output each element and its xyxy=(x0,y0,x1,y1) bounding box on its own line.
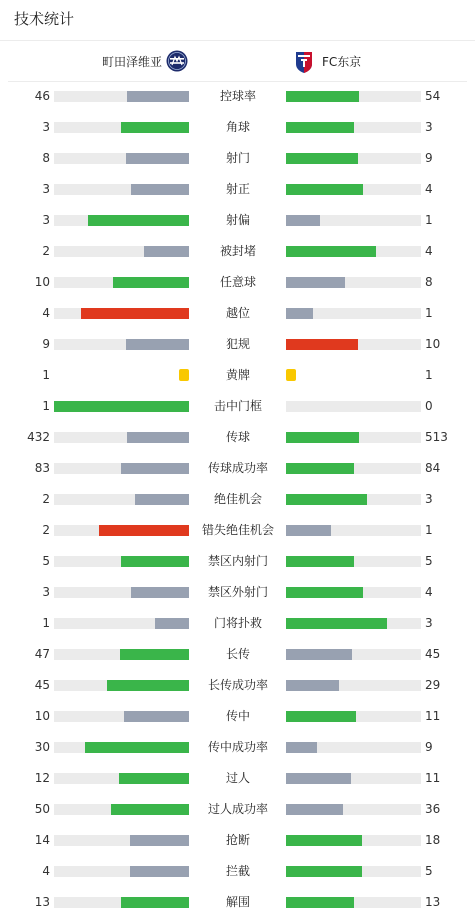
away-stat-bar-fill xyxy=(286,835,362,846)
away-stat-bar-fill xyxy=(286,463,354,474)
away-stat-value: 8 xyxy=(425,275,433,289)
away-stat-value: 1 xyxy=(425,523,433,537)
away-stat-bar-fill xyxy=(286,246,376,257)
stat-row xyxy=(0,81,475,112)
stat-row xyxy=(0,639,475,670)
home-stat-bar-fill xyxy=(131,587,189,598)
stat-row xyxy=(0,143,475,174)
home-stat-bar-fill xyxy=(107,680,189,691)
home-stat-bar-fill xyxy=(119,773,189,784)
away-stat-value: 3 xyxy=(425,492,433,506)
stat-row xyxy=(0,825,475,856)
stat-row xyxy=(0,422,475,453)
home-stat-bar xyxy=(54,525,189,536)
home-stat-bar-fill xyxy=(120,649,189,660)
stat-label: 射门 xyxy=(225,151,250,165)
stat-row xyxy=(0,608,475,639)
home-stat-bar-fill xyxy=(135,494,189,505)
home-stat-value: 4 xyxy=(42,306,50,320)
home-stat-value: 83 xyxy=(34,461,50,475)
away-stat-bar xyxy=(286,618,421,629)
away-stat-bar-fill xyxy=(286,525,331,536)
home-stat-value: 2 xyxy=(42,492,50,506)
away-stat-bar-fill xyxy=(286,91,359,102)
away-stat-bar xyxy=(286,122,421,133)
away-stat-bar xyxy=(286,215,421,226)
stat-row xyxy=(0,577,475,608)
home-stat-bar-fill xyxy=(127,432,189,443)
away-stat-bar-fill xyxy=(286,773,351,784)
stat-row xyxy=(0,670,475,701)
stat-row xyxy=(0,887,475,918)
away-stat-bar-fill xyxy=(286,897,354,908)
stat-label: 过人 xyxy=(225,771,250,785)
home-stat-value: 50 xyxy=(34,802,50,816)
home-stat-bar xyxy=(54,246,189,257)
home-stat-bar xyxy=(54,215,189,226)
home-stat-value: 5 xyxy=(42,554,50,568)
home-stat-value: 10 xyxy=(34,709,50,723)
home-stat-bar-fill xyxy=(121,463,189,474)
stat-label: 传球 xyxy=(225,430,250,444)
away-stat-value: 11 xyxy=(425,771,441,785)
home-stat-value: 45 xyxy=(34,678,50,692)
home-stat-bar xyxy=(54,401,189,412)
away-stat-bar-fill xyxy=(286,587,363,598)
home-stat-bar xyxy=(54,804,189,815)
away-stat-bar xyxy=(286,153,421,164)
home-stat-bar xyxy=(54,184,189,195)
away-team[interactable] xyxy=(294,50,361,72)
home-stat-value: 432 xyxy=(27,430,50,444)
away-stat-bar-fill xyxy=(286,153,358,164)
away-stat-value: 9 xyxy=(425,151,433,165)
stat-label: 射正 xyxy=(225,182,250,196)
home-stat-bar xyxy=(54,711,189,722)
home-stat-bar-fill xyxy=(126,153,189,164)
title-divider xyxy=(0,40,475,41)
home-stat-bar-fill xyxy=(111,804,189,815)
home-stat-bar-fill xyxy=(121,122,189,133)
stat-label: 长传成功率 xyxy=(207,678,268,692)
home-stat-bar-fill xyxy=(81,308,189,319)
away-stat-bar xyxy=(286,804,421,815)
away-stat-bar-fill xyxy=(286,215,320,226)
away-stat-value: 1 xyxy=(425,306,433,320)
stat-label: 被封堵 xyxy=(219,244,256,258)
home-stat-bar xyxy=(54,587,189,598)
home-stat-bar xyxy=(54,277,189,288)
home-stat-bar xyxy=(54,153,189,164)
away-stat-value: 1 xyxy=(425,213,433,227)
away-stat-value: 36 xyxy=(425,802,441,816)
away-stat-value: 84 xyxy=(425,461,441,475)
away-stat-bar xyxy=(286,587,421,598)
away-stat-bar xyxy=(286,773,421,784)
away-stat-bar-fill xyxy=(286,866,362,877)
away-stat-bar-fill xyxy=(286,618,387,629)
away-stat-value: 4 xyxy=(425,182,433,196)
stat-row xyxy=(0,701,475,732)
home-stat-bar-fill xyxy=(85,742,189,753)
stat-label: 传中 xyxy=(225,709,250,723)
stat-label: 传球成功率 xyxy=(207,461,268,475)
home-stat-bar-fill xyxy=(131,184,189,195)
home-stat-bar xyxy=(54,866,189,877)
home-stat-value: 2 xyxy=(42,523,50,537)
home-stat-value: 2 xyxy=(42,244,50,258)
away-stat-value: 29 xyxy=(425,678,441,692)
home-stat-value: 9 xyxy=(42,337,50,351)
stat-label: 抢断 xyxy=(225,833,250,847)
away-stat-value: 4 xyxy=(425,585,433,599)
away-stat-value: 18 xyxy=(425,833,441,847)
home-stat-value: 47 xyxy=(34,647,50,661)
stat-row xyxy=(0,856,475,887)
home-stat-value: 13 xyxy=(34,895,50,909)
away-stat-value: 4 xyxy=(425,244,433,258)
home-stat-value: 3 xyxy=(42,120,50,134)
home-stat-bar xyxy=(54,432,189,443)
away-stat-bar xyxy=(286,308,421,319)
home-stat-bar-fill xyxy=(113,277,189,288)
home-stat-value: 10 xyxy=(34,275,50,289)
away-stat-bar xyxy=(286,525,421,536)
home-stat-bar-fill xyxy=(155,618,189,629)
home-stat-bar-fill xyxy=(130,835,189,846)
away-stat-bar-fill xyxy=(286,339,358,350)
stat-row xyxy=(0,112,475,143)
stat-row xyxy=(0,515,475,546)
home-stat-bar xyxy=(54,742,189,753)
away-stat-bar xyxy=(286,463,421,474)
away-stat-bar-fill xyxy=(286,804,343,815)
home-stat-value: 14 xyxy=(34,833,50,847)
home-stat-value: 3 xyxy=(42,585,50,599)
away-stat-bar xyxy=(286,246,421,257)
away-stat-bar xyxy=(286,401,421,412)
stat-label: 禁区内射门 xyxy=(207,554,268,568)
home-stat-value: 1 xyxy=(42,399,50,413)
home-stat-bar xyxy=(54,91,189,102)
home-stat-value: 4 xyxy=(42,864,50,878)
home-stat-bar xyxy=(54,463,189,474)
away-stat-value: 513 xyxy=(425,430,448,444)
home-team-name: 町田泽维亚 xyxy=(102,54,163,69)
stat-row xyxy=(0,298,475,329)
stat-row xyxy=(0,205,475,236)
home-stat-bar xyxy=(54,773,189,784)
stat-row xyxy=(0,391,475,422)
away-stat-bar xyxy=(286,184,421,195)
home-stat-value: 1 xyxy=(42,368,50,382)
home-stat-bar xyxy=(54,680,189,691)
page-title: 技术统计 xyxy=(14,10,75,28)
stat-row xyxy=(0,794,475,825)
away-stat-bar xyxy=(286,680,421,691)
stat-label: 角球 xyxy=(225,120,250,134)
away-stat-bar-fill xyxy=(286,432,359,443)
stat-label: 解围 xyxy=(225,895,250,909)
home-stat-value: 3 xyxy=(42,182,50,196)
stat-label: 绝佳机会 xyxy=(213,492,262,506)
away-stat-value: 10 xyxy=(425,337,441,351)
away-stat-bar xyxy=(286,742,421,753)
home-stat-bar xyxy=(54,649,189,660)
stat-row xyxy=(0,484,475,515)
away-stat-bar xyxy=(286,339,421,350)
away-stat-bar-fill xyxy=(286,649,352,660)
home-stat-bar xyxy=(54,494,189,505)
home-team[interactable] xyxy=(102,50,188,72)
stat-row xyxy=(0,732,475,763)
away-stat-bar-fill xyxy=(286,556,354,567)
home-stat-bar-fill xyxy=(54,401,189,412)
home-stat-bar xyxy=(54,835,189,846)
stat-row xyxy=(0,360,475,391)
stat-label: 拦截 xyxy=(225,864,250,878)
stat-label: 击中门框 xyxy=(213,399,262,413)
home-team-logo xyxy=(166,50,188,72)
away-stat-value: 5 xyxy=(425,554,433,568)
away-team-name: FC东京 xyxy=(322,54,362,69)
away-yellow-card-icon xyxy=(286,369,296,381)
away-stat-value: 45 xyxy=(425,647,441,661)
away-stat-bar-fill xyxy=(286,494,367,505)
stat-label: 传中成功率 xyxy=(207,740,268,754)
stat-label: 黄牌 xyxy=(225,368,250,382)
stat-label: 任意球 xyxy=(219,275,256,289)
stat-row xyxy=(0,236,475,267)
stat-label: 禁区外射门 xyxy=(207,585,268,599)
home-stat-bar xyxy=(54,618,189,629)
stat-label: 射偏 xyxy=(225,213,250,227)
stat-row xyxy=(0,267,475,298)
stat-label: 过人成功率 xyxy=(207,802,268,816)
away-stat-bar xyxy=(286,835,421,846)
stat-label: 越位 xyxy=(225,306,250,320)
home-stat-value: 30 xyxy=(34,740,50,754)
away-stat-value: 13 xyxy=(425,895,441,909)
stat-row xyxy=(0,329,475,360)
away-stat-bar xyxy=(286,711,421,722)
away-stat-bar xyxy=(286,556,421,567)
stat-label: 长传 xyxy=(225,647,250,661)
away-stat-bar-fill xyxy=(286,711,356,722)
away-stat-bar-fill xyxy=(286,308,313,319)
away-stat-bar xyxy=(286,649,421,660)
home-stat-bar xyxy=(54,308,189,319)
home-stat-bar-fill xyxy=(127,91,189,102)
away-stat-bar-fill xyxy=(286,277,345,288)
away-stat-value: 9 xyxy=(425,740,433,754)
home-stat-value: 1 xyxy=(42,616,50,630)
stat-row xyxy=(0,174,475,205)
home-stat-bar-fill xyxy=(99,525,189,536)
home-stat-bar-fill xyxy=(130,866,189,877)
away-stat-value: 54 xyxy=(425,89,441,103)
home-stat-bar-fill xyxy=(126,339,189,350)
away-stat-bar xyxy=(286,277,421,288)
away-stat-bar-fill xyxy=(286,122,354,133)
away-stat-bar xyxy=(286,866,421,877)
away-team-logo xyxy=(294,50,316,72)
home-stat-value: 8 xyxy=(42,151,50,165)
home-stat-bar xyxy=(54,556,189,567)
home-stat-bar-fill xyxy=(144,246,189,257)
home-stat-bar-fill xyxy=(88,215,189,226)
stat-label: 门将扑救 xyxy=(213,616,262,630)
stat-label: 错失绝佳机会 xyxy=(201,523,274,537)
away-stat-value: 3 xyxy=(425,120,433,134)
home-stat-bar xyxy=(54,339,189,350)
stat-label: 控球率 xyxy=(219,89,256,103)
away-stat-value: 5 xyxy=(425,864,433,878)
stat-row xyxy=(0,763,475,794)
home-stat-value: 3 xyxy=(42,213,50,227)
home-stat-bar-fill xyxy=(121,897,189,908)
away-stat-value: 0 xyxy=(425,399,433,413)
home-stat-bar-fill xyxy=(121,556,189,567)
away-stat-bar xyxy=(286,897,421,908)
away-stat-value: 3 xyxy=(425,616,433,630)
away-stat-bar xyxy=(286,494,421,505)
away-stat-bar xyxy=(286,432,421,443)
away-stat-value: 11 xyxy=(425,709,441,723)
home-stat-bar xyxy=(54,897,189,908)
home-stat-bar xyxy=(54,122,189,133)
away-stat-bar-fill xyxy=(286,680,339,691)
stat-label: 犯规 xyxy=(225,337,250,351)
home-yellow-card-icon xyxy=(179,369,189,381)
away-stat-bar xyxy=(286,91,421,102)
away-stat-bar-fill xyxy=(286,184,363,195)
away-stat-value: 1 xyxy=(425,368,433,382)
home-stat-value: 12 xyxy=(34,771,50,785)
home-stat-value: 46 xyxy=(34,89,50,103)
stat-row xyxy=(0,546,475,577)
home-stat-bar-fill xyxy=(124,711,189,722)
stat-row xyxy=(0,453,475,484)
away-stat-bar-fill xyxy=(286,742,317,753)
